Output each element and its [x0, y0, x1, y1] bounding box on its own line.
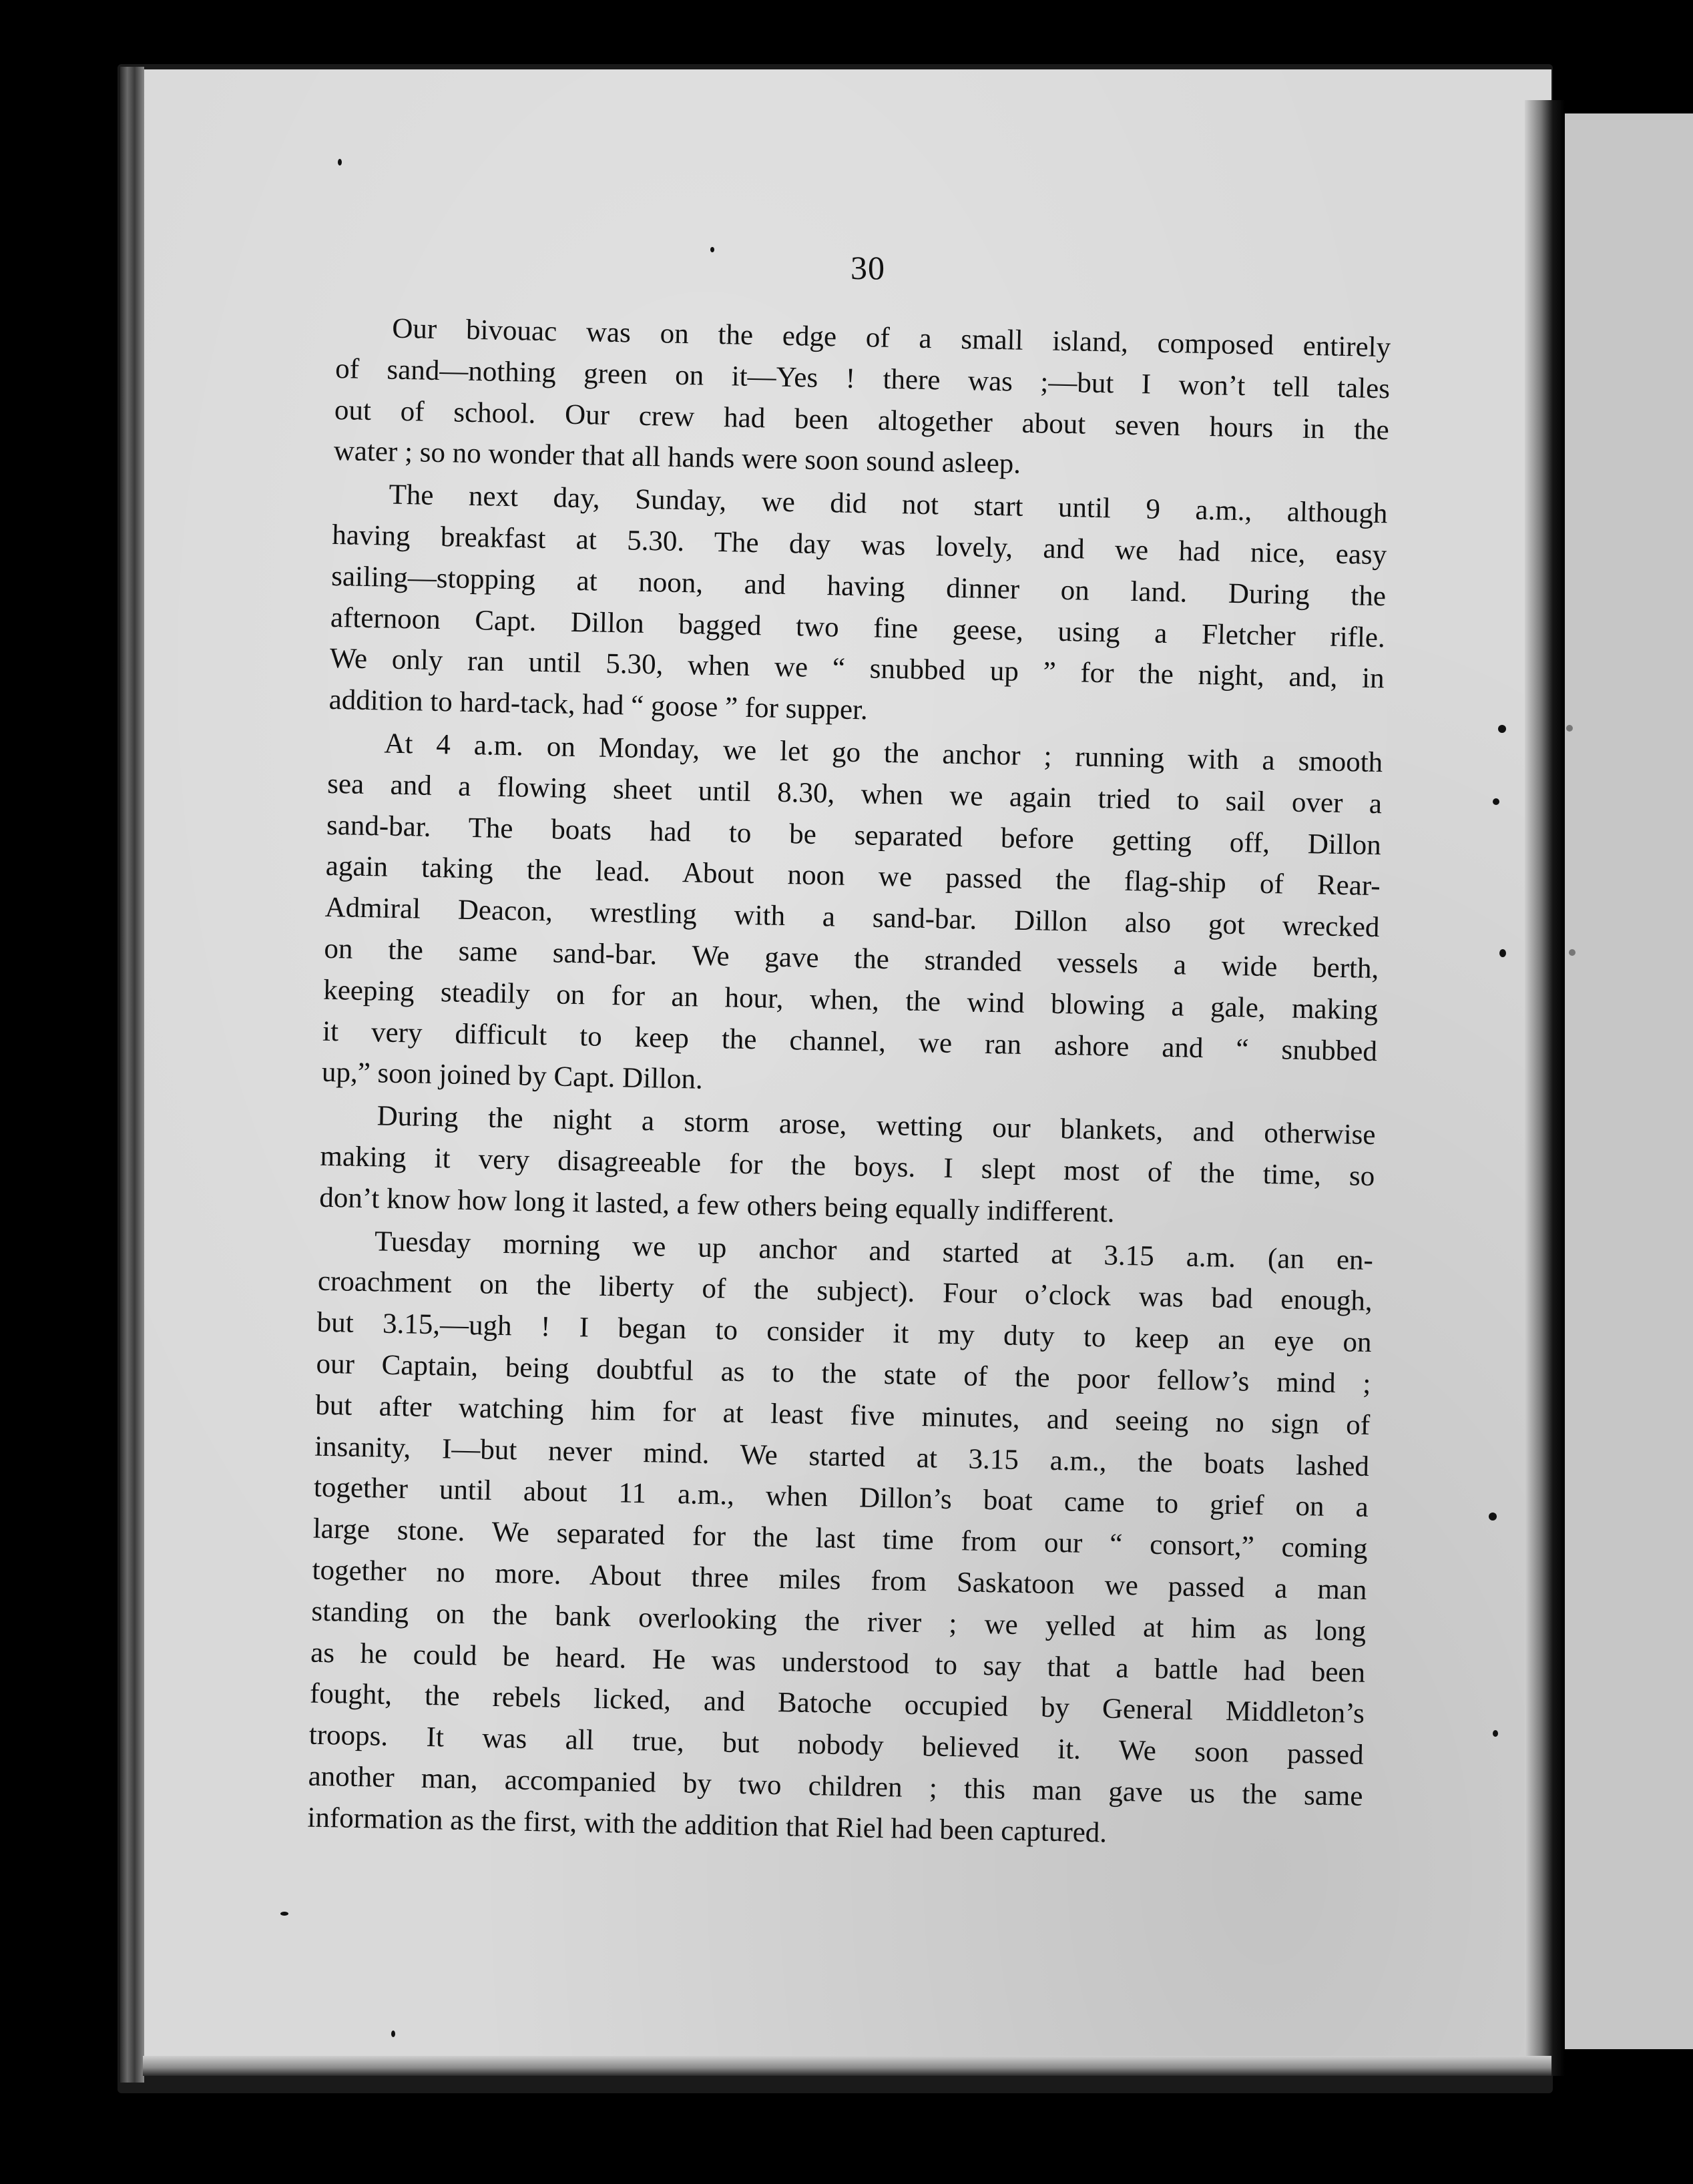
page-number: 30 [851, 249, 885, 286]
text-line: large stone. We separated for the last time from our “ consort,” coming [312, 1513, 1369, 1565]
text-line: insanity, I—but never mind. We started at 3.15 a.m., the boats lashed [314, 1430, 1370, 1482]
paragraph [307, 1219, 1374, 1858]
page-gutter-shadow [1525, 100, 1565, 2076]
paragraph [328, 473, 1388, 741]
text-line: it very difficult to keep the channel, we ran ashore and “ snubbed [322, 1015, 1378, 1067]
text-line: During the night a storm arose, wetting our blankets, and otherwise [377, 1100, 1376, 1151]
text-line: but 3.15,—ugh ! I began to consider it my duty to keep an eye on [316, 1306, 1372, 1359]
scan-speck [1489, 1513, 1497, 1521]
text-line: water ; so no wonder that all hands were soon sound asleep. [333, 435, 1021, 481]
text-line: another man, accompanied by two children ; this man gave us the same [308, 1760, 1363, 1812]
text-line: information as the first, with the addition that Riel had been captured. [307, 1802, 1108, 1849]
scan-speck [1566, 725, 1573, 732]
paragraph [333, 307, 1391, 492]
text-line: keeping steadily on for an hour, when, the wind blowing a gale, making [322, 974, 1379, 1026]
text-line: on the same sand-bar. We gave the stranded vessels a wide berth, [324, 932, 1379, 985]
paragraph [321, 722, 1383, 1113]
text-line: sailing—stopping at noon, and having dinner on land. During the [330, 560, 1387, 613]
text-line: making it very disagreeable for the boys. I slept most of the time, so [320, 1140, 1375, 1193]
text-line: standing on the bank overlooking the river ; we yelled at him as long [311, 1595, 1367, 1647]
scan-speck [1569, 949, 1576, 956]
scan-speck [1493, 1730, 1498, 1737]
text-line: Tuesday morning we up anchor and started at 3.15 a.m. (an en- [374, 1225, 1374, 1276]
text-line: having breakfast at 5.30. The day was lovely, and we had nice, easy [331, 519, 1387, 571]
text-line: The next day, Sunday, we did not start until 9 a.m., although [389, 479, 1388, 530]
text-line: sea and a flowing sheet until 8.30, when we again tried to sail over a [326, 768, 1383, 820]
scan-speck [391, 2030, 395, 2037]
scan-speck [1498, 725, 1506, 733]
text-line: of sand—nothing green on it—Yes ! there was ;—but I won’t tell tales [334, 352, 1391, 405]
body-text [307, 307, 1391, 1860]
text-line: We only ran until 5.30, when we “ snubbed up ” for the night, and, in [329, 643, 1385, 695]
text-line: Admiral Deacon, wrestling with a sand-bar. Dillon also got wrecked [324, 891, 1380, 944]
scan-speck [1493, 798, 1499, 805]
scan-speck [1499, 949, 1506, 957]
facing-page-edge [1565, 113, 1693, 2049]
text-line: but after watching him for at least five minutes, and seeing no sign of [314, 1389, 1371, 1441]
text-line: our Captain, being doubtful as to the state of the poor fellow’s mind ; [316, 1348, 1371, 1400]
text-line: fought, the rebels licked, and Batoche occupied by General Middleton’s [309, 1677, 1365, 1730]
book-spine [120, 67, 144, 2083]
text-line: troops. It was all true, but nobody believed it. We soon passed [308, 1719, 1365, 1771]
text-line: out of school. Our crew had been altogether about seven hours in the [334, 394, 1390, 446]
text-line: Our bivouac was on the edge of a small island, composed entirely [391, 312, 1391, 364]
text-line: together until about 11 a.m., when Dillon’s boat came to grief on a [313, 1471, 1369, 1524]
scan-speck [280, 1912, 288, 1916]
text-line: sand-bar. The boats had to be separated before getting off, Dillon [326, 809, 1382, 861]
text-line: as he could be heard. He was understood to say that a battle had been [310, 1637, 1366, 1689]
scan-speck [338, 159, 342, 166]
paragraph [319, 1095, 1376, 1239]
text-line: up,” soon joined by Capt. Dillon. [321, 1057, 704, 1096]
text-line: again taking the lead. About noon we passed the flag-ship of Rear- [325, 850, 1381, 902]
text-line: don’t know how long it lasted, a few others being equally indifferent. [318, 1181, 1116, 1229]
text-line: afternoon Capt. Dillon bagged two fine geese, using a Fletcher rifle. [330, 601, 1386, 653]
text-line: croachment on the liberty of the subject). Four o’clock was bad enough, [317, 1266, 1373, 1318]
text-line: together no more. About three miles from Saskatoon we passed a man [312, 1554, 1367, 1606]
text-line: At 4 a.m. on Monday, we let go the anchor ; running with a smooth [384, 728, 1383, 779]
page-bottom-fold [143, 2056, 1551, 2076]
scan-speck [710, 247, 714, 252]
text-line: addition to hard-tack, had “ goose ” for supper. [328, 684, 869, 726]
